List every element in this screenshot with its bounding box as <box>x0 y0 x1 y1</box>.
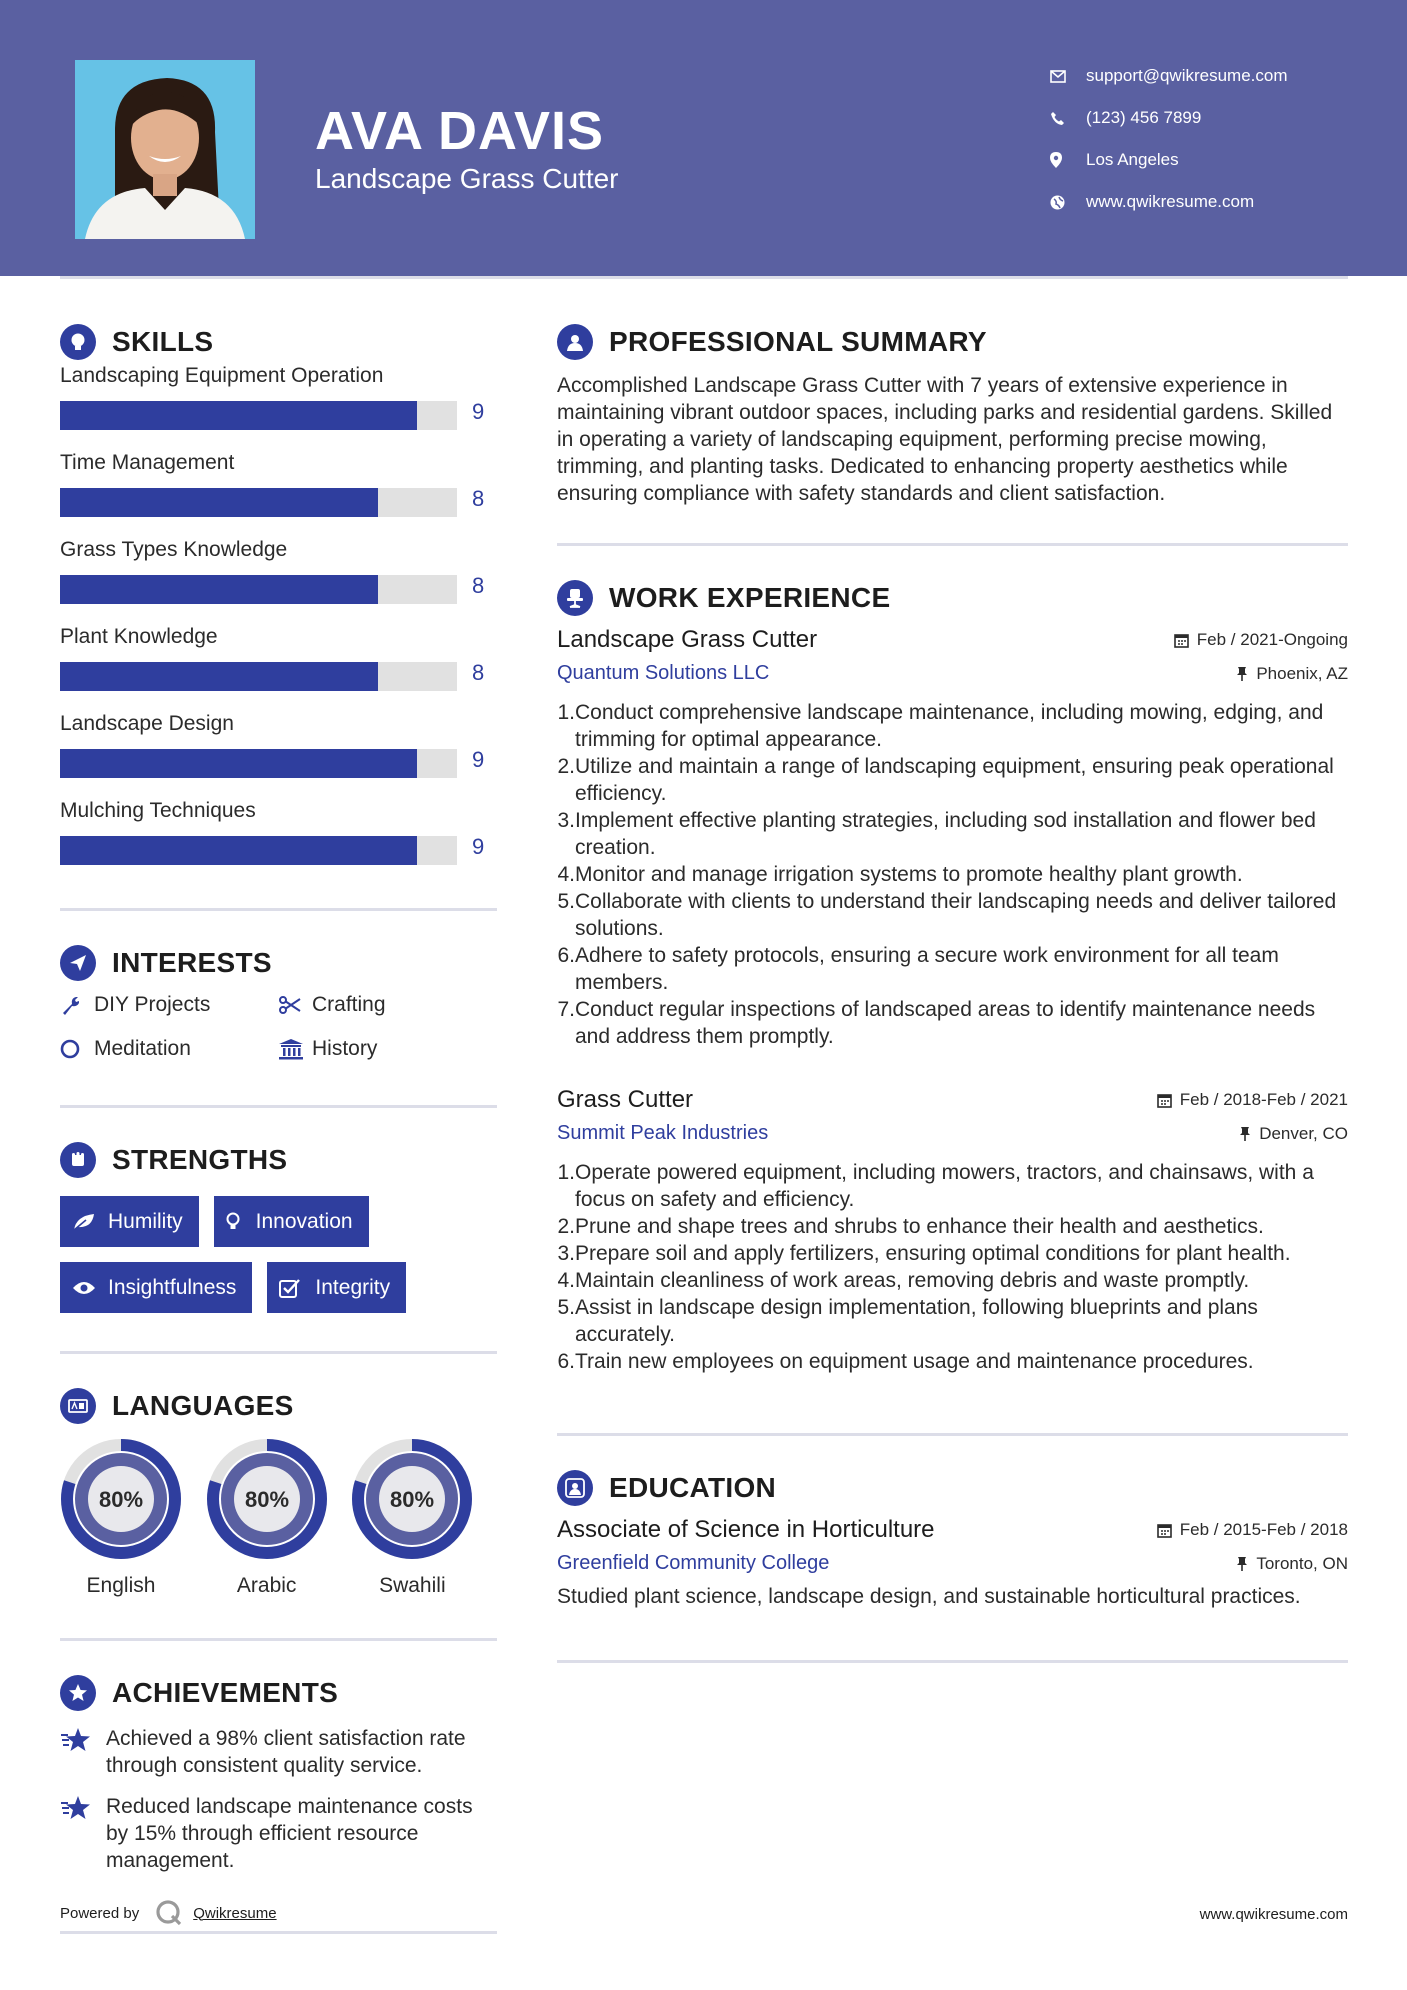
star-badge-icon <box>60 1675 96 1711</box>
skill-bar-fill <box>60 575 378 604</box>
skill-value: 8 <box>472 486 485 511</box>
job-dates <box>1174 630 1348 650</box>
office-chair-icon <box>557 580 593 616</box>
education-dates-text: Feb / 2015-Feb / 2018 <box>1179 1520 1348 1539</box>
header-divider <box>60 276 1348 279</box>
education-location <box>1236 1554 1348 1574</box>
job-bullet: 2. Prune and shape trees and shrubs to enhance their health and aesthetics. <box>557 1215 1264 1238</box>
contact-phone[interactable] <box>1050 97 1380 139</box>
contact-location <box>1050 139 1380 181</box>
skill-item <box>60 451 497 538</box>
language-name: Swahili <box>379 1574 446 1597</box>
achievements-title: ACHIEVEMENTS <box>112 1677 339 1708</box>
star-icon <box>60 1725 106 1779</box>
language-item <box>60 1438 206 1598</box>
section-divider <box>557 1433 1348 1436</box>
summary-heading <box>557 320 1348 364</box>
candidate-role: Landscape Grass Cutter <box>315 163 619 194</box>
skill-item <box>60 712 497 799</box>
language-donut <box>351 1438 473 1560</box>
interest-label: Meditation <box>94 1037 191 1060</box>
pushpin-icon <box>1236 666 1248 681</box>
contact-location-text: Los Angeles <box>1086 150 1179 169</box>
paper-plane-icon <box>60 945 96 981</box>
job-dates-text: Feb / 2018-Feb / 2021 <box>1179 1090 1348 1109</box>
contact-phone-text: (123) 456 7899 <box>1086 108 1202 127</box>
pushpin-icon <box>1236 1556 1248 1571</box>
calendar-icon <box>1157 1523 1172 1538</box>
strengths-tags <box>60 1196 497 1313</box>
globe-icon <box>1050 195 1086 210</box>
candidate-name: AVA DAVIS <box>315 101 605 161</box>
skill-bar-fill <box>60 401 417 430</box>
skills-title: SKILLS <box>112 326 214 357</box>
contact-email-text: support@qwikresume.com <box>1086 66 1288 85</box>
wrench-icon <box>60 994 94 1016</box>
interest-label: History <box>312 1037 378 1060</box>
job-title: Grass Cutter <box>557 1086 694 1113</box>
footer-url[interactable]: www.qwikresume.com <box>1199 1906 1348 1923</box>
job-bullets <box>557 699 1348 1050</box>
skill-bar-fill <box>60 488 378 517</box>
scissors-icon <box>278 996 312 1014</box>
leaf-icon <box>72 1212 108 1232</box>
language-item <box>351 1438 497 1598</box>
check-square-icon <box>279 1278 315 1298</box>
section-divider <box>60 1351 497 1354</box>
experience-heading <box>557 576 1348 620</box>
language-name: English <box>86 1574 156 1597</box>
qwikresume-logo-icon <box>155 1899 183 1927</box>
fist-icon <box>60 1142 96 1178</box>
strength-tag <box>214 1196 369 1247</box>
experience-title: WORK EXPERIENCE <box>609 582 891 613</box>
contact-website-text: www.qwikresume.com <box>1086 192 1255 211</box>
language-donut <box>60 1438 182 1560</box>
strength-label: Insightfulness <box>108 1275 237 1299</box>
skill-bar-fill <box>60 836 417 865</box>
powered-by-text: Powered by <box>60 1904 140 1922</box>
skill-bar-fill <box>60 749 417 778</box>
translate-icon <box>60 1388 96 1424</box>
job-company: Quantum Solutions LLC <box>557 662 770 684</box>
job-entry <box>557 626 1348 1050</box>
calendar-icon <box>1157 1093 1172 1108</box>
contact-list <box>1050 55 1380 223</box>
lightbulb-icon <box>60 324 96 360</box>
achievements-heading <box>60 1671 497 1715</box>
interest-item <box>278 1035 478 1063</box>
contact-email[interactable] <box>1050 55 1380 97</box>
skill-value: 9 <box>472 399 485 424</box>
interest-item <box>278 991 478 1019</box>
language-item <box>206 1438 352 1598</box>
eye-icon <box>72 1280 108 1296</box>
section-divider <box>60 908 497 911</box>
job-location <box>1239 1124 1348 1144</box>
strengths-heading <box>60 1138 497 1182</box>
interests-section <box>60 941 497 1063</box>
school-name: Greenfield Community College <box>557 1552 830 1574</box>
strength-tag <box>267 1262 406 1313</box>
strength-label: Humility <box>108 1209 183 1233</box>
language-percent: 80% <box>244 1487 289 1512</box>
job-location-text: Denver, CO <box>1259 1123 1348 1143</box>
section-divider <box>557 543 1348 546</box>
education-title: EDUCATION <box>609 1472 777 1503</box>
job-bullets <box>557 1159 1348 1375</box>
degree-title: Associate of Science in Horticulture <box>557 1516 935 1543</box>
skill-bar-track <box>60 749 457 778</box>
job-bullet: 6. Train new employees on equipment usage and maintenance procedures. <box>557 1350 1254 1373</box>
job-bullet: 5. Collaborate with clients to understand their landscaping needs and deliver tailored solutions. <box>557 890 1337 940</box>
job-title: Landscape Grass Cutter <box>557 626 818 653</box>
skills-section <box>60 320 497 886</box>
skill-value: 9 <box>472 747 485 772</box>
job-location <box>1236 664 1348 684</box>
summary-title: PROFESSIONAL SUMMARY <box>609 326 987 357</box>
lightbulb-icon <box>226 1211 256 1233</box>
education-heading <box>557 1466 1348 1510</box>
achievement-text: Reduced landscape maintenance costs by 15% through efficient resource management. <box>106 1795 473 1872</box>
languages-title: LANGUAGES <box>112 1390 294 1421</box>
job-bullet: 3. Prepare soil and apply fertilizers, ensuring optimal conditions for plant health. <box>557 1242 1291 1265</box>
summary-section <box>557 320 1348 507</box>
interest-item <box>60 991 278 1019</box>
skill-bar-track <box>60 401 457 430</box>
job-bullet: 3. Implement effective planting strategies, including sod installation and flower bed creation. <box>557 809 1316 859</box>
calendar-icon <box>1174 633 1189 648</box>
skill-name: Landscaping Equipment Operation <box>60 364 384 387</box>
job-bullet: 7. Conduct regular inspections of landscaped areas to identify maintenance needs and address them promptly. <box>557 998 1316 1048</box>
profile-photo <box>75 60 255 239</box>
education-section <box>557 1466 1348 1610</box>
phone-icon <box>1050 111 1086 126</box>
language-name: Arabic <box>236 1574 297 1597</box>
brand-link[interactable]: Qwikresume <box>193 1904 277 1922</box>
section-divider <box>557 1660 1348 1663</box>
skill-bar-track <box>60 836 457 865</box>
job-bullet: 6. Adhere to safety protocols, ensuring a secure work environment for all team members. <box>557 944 1279 994</box>
skill-item <box>60 799 497 886</box>
interests-title: INTERESTS <box>112 947 272 978</box>
skill-name: Mulching Techniques <box>60 799 256 822</box>
right-column <box>557 320 1348 1663</box>
achievement-item <box>60 1793 497 1874</box>
education-text: Studied plant science, landscape design, and sustainable horticultural practices. <box>557 1585 1301 1608</box>
achievement-text: Achieved a 98% client satisfaction rate through consistent quality service. <box>106 1727 466 1777</box>
skill-item <box>60 625 497 712</box>
strength-tag <box>60 1262 252 1313</box>
achievement-item <box>60 1725 497 1779</box>
user-icon <box>557 324 593 360</box>
skill-name: Plant Knowledge <box>60 625 218 648</box>
interest-label: DIY Projects <box>94 993 211 1016</box>
skills-list <box>60 364 497 886</box>
language-percent: 80% <box>98 1487 144 1512</box>
left-column <box>60 320 497 1874</box>
summary-text: Accomplished Landscape Grass Cutter with 7 years of extensive experience in maintaining vibrant outdoor spaces, including parks and residential gardens. Skilled in operating a variety of landscaping equipment, performing precise mowing, trimming, and planting tasks. Dedicated to enhancing property aesthetics while ensuring compliance with safety standards and client satisfaction. <box>557 374 1333 505</box>
job-bullet: 1. Conduct comprehensive landscape maintenance, including mowing, edging, and trimming for optimal appearance. <box>557 701 1324 751</box>
languages-list <box>60 1438 497 1598</box>
circle-icon <box>60 1038 94 1060</box>
skill-value: 9 <box>472 834 485 859</box>
skill-value: 8 <box>472 573 485 598</box>
education-dates <box>1157 1520 1348 1540</box>
pushpin-icon <box>1239 1126 1251 1141</box>
museum-icon <box>278 1038 312 1060</box>
job-entry <box>557 1086 1348 1375</box>
skill-value: 8 <box>472 660 485 685</box>
job-dates <box>1157 1090 1348 1110</box>
resume-header <box>0 0 1407 276</box>
skill-bar-track <box>60 488 457 517</box>
contact-website[interactable] <box>1050 181 1380 223</box>
interests-list <box>60 991 497 1063</box>
job-dates-text: Feb / 2021-Ongoing <box>1196 630 1348 649</box>
skill-bar-fill <box>60 662 378 691</box>
skill-bar-track <box>60 662 457 691</box>
interests-heading <box>60 941 497 985</box>
strength-label: Innovation <box>255 1209 353 1233</box>
section-divider <box>60 1638 497 1641</box>
skill-name: Grass Types Knowledge <box>60 538 288 561</box>
languages-section <box>60 1384 497 1598</box>
skill-name: Landscape Design <box>60 712 234 735</box>
skills-heading <box>60 320 497 364</box>
star-icon <box>60 1793 106 1874</box>
envelope-icon <box>1050 70 1086 83</box>
job-bullet: 2. Utilize and maintain a range of landscaping equipment, ensuring peak operational efficiency. <box>557 755 1334 805</box>
achievements-section <box>60 1671 497 1874</box>
skill-item <box>60 538 497 625</box>
footer-powered <box>60 1899 277 1927</box>
job-bullet: 4. Maintain cleanliness of work areas, removing debris and waste promptly. <box>557 1269 1250 1292</box>
interest-item <box>60 1035 278 1063</box>
experience-section <box>557 576 1348 1375</box>
job-company: Summit Peak Industries <box>557 1122 769 1144</box>
language-percent: 80% <box>390 1487 435 1512</box>
strengths-section <box>60 1138 497 1313</box>
skill-bar-track <box>60 575 457 604</box>
job-location-text: Phoenix, AZ <box>1256 663 1348 683</box>
section-divider <box>60 1105 497 1108</box>
footer-divider <box>60 1931 497 1934</box>
education-location-text: Toronto, ON <box>1256 1553 1348 1573</box>
graduate-icon <box>557 1470 593 1506</box>
job-bullet: 4. Monitor and manage irrigation systems to promote healthy plant growth. <box>557 863 1243 886</box>
job-bullet: 1. Operate powered equipment, including mowers, tractors, and chainsaws, with a focus on safety and efficiency. <box>557 1161 1314 1211</box>
job-bullet: 5. Assist in landscape design implementation, following blueprints and plans accurately. <box>557 1296 1258 1346</box>
language-donut <box>206 1438 328 1560</box>
interest-label: Crafting <box>312 993 386 1016</box>
map-pin-icon <box>1050 152 1086 168</box>
languages-heading <box>60 1384 497 1428</box>
skill-item <box>60 364 497 451</box>
skill-name: Time Management <box>60 451 235 474</box>
strengths-title: STRENGTHS <box>112 1144 288 1175</box>
strength-tag <box>60 1196 199 1247</box>
strength-label: Integrity <box>315 1275 391 1299</box>
